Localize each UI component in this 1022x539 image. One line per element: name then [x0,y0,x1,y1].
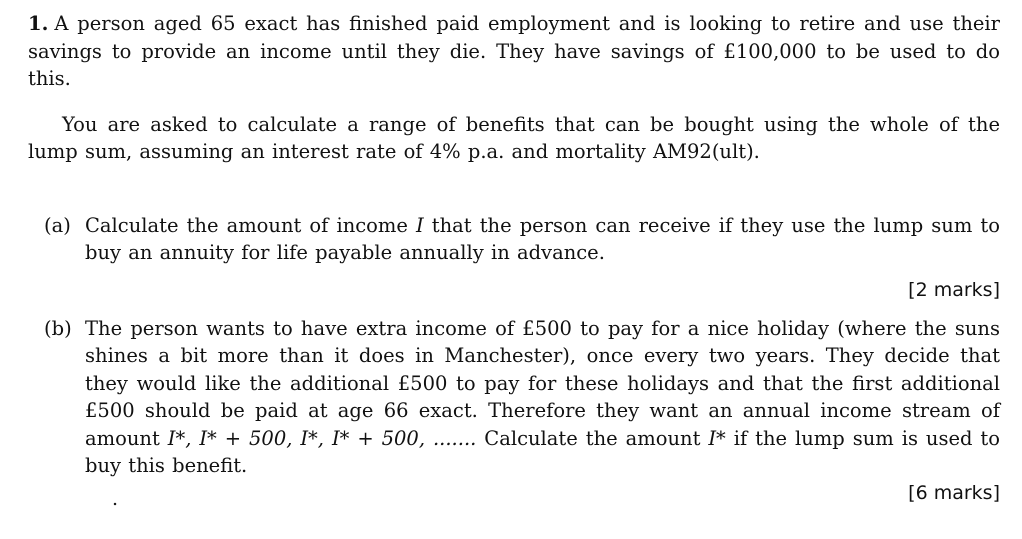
part-b-income-stream: I*, I* + 500, I*, I* + 500, ....... [167,426,477,450]
part-a-math-symbol: I [416,213,424,237]
part-a-text [85,212,1000,267]
part-b [28,315,1000,480]
part-b-label: (b) [44,316,72,340]
part-b-marks: [6 marks] [908,482,1000,504]
part-b-text-mid: Calculate the amount [476,426,709,450]
part-b-text-main: The person wants to have extra income of £500 to pay for a nice holiday (where the suns shines a bit more than it does in Manchester), once every two years. They decide that they would like the additional £500 to pay for these holidays and that the first additional £500 should be paid at age 66 exact. Therefore they want an annual income stream of amount [85,316,1000,450]
question-number: 1. [28,12,49,35]
question-page [28,10,1000,510]
intro-text: A person aged 65 exact has finished paid employment and is looking to retire and use their savings to provide an income until they die. They have savings of £100,000 to be used to do this. [28,12,1000,90]
part-a-label: (a) [44,213,71,237]
part-a-marks: [2 marks] [908,278,1000,301]
part-a-text-before: Calculate the amount of income [85,213,417,237]
part-b-text [85,315,1000,480]
part-a-text-after: that the person can receive if they use the lump sum to buy an annuity for life payable annually in advance. [85,213,1000,264]
part-a [28,212,1000,267]
question-intro [28,10,1000,93]
part-b-math-symbol: I* [708,426,726,450]
trailing-dot: . [112,488,119,510]
instruction-paragraph: You are asked to calculate a range of benefits that can be bought using the whole of the lump sum, assuming an interest rate of 4% p.a. and mortality AM92(ult). [28,112,1000,163]
part-b-text-end: if the lump sum is used to buy this benefit. [85,426,1000,477]
